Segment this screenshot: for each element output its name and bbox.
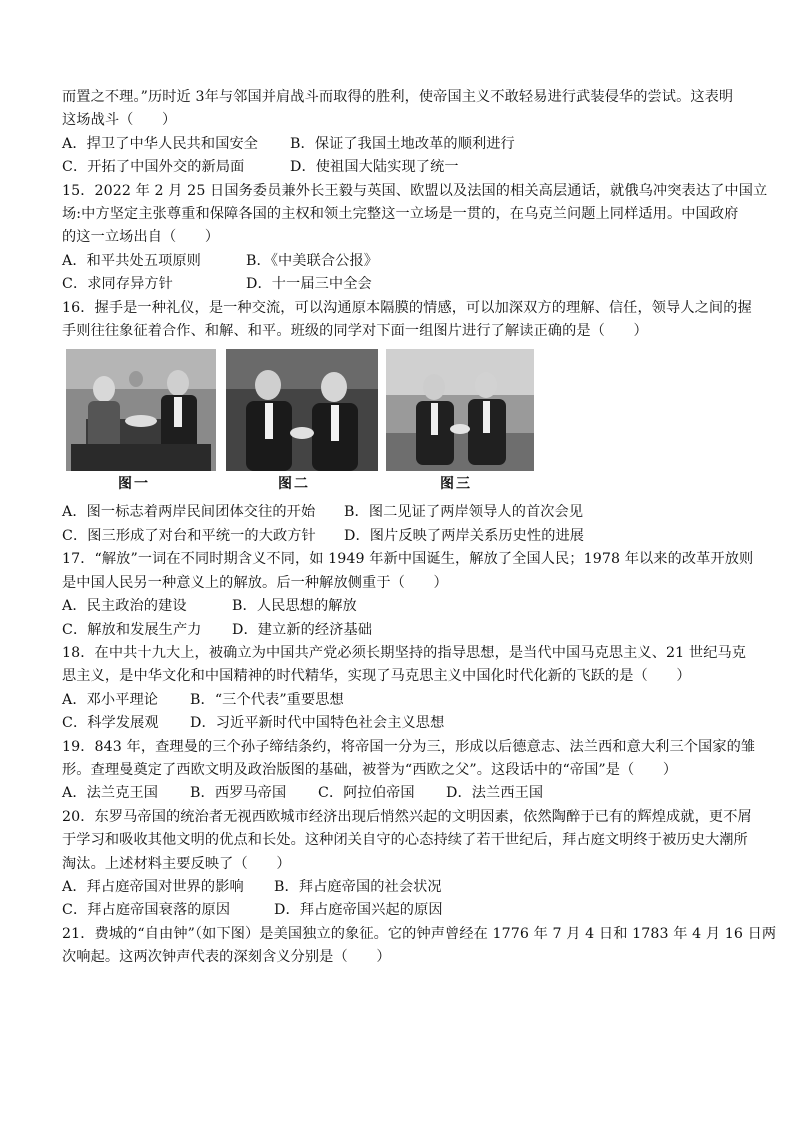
- q17-stem-line2: 是中国人民另一种意义上的解放。后一种解放侧重于（ ）: [62, 574, 448, 591]
- q16-photo-group: [62, 349, 734, 497]
- q15-options-row1: [62, 250, 734, 273]
- q19-option-b: B．西罗马帝国: [190, 785, 287, 802]
- q17-option-c: C．解放和发展生产力: [62, 621, 202, 638]
- q21-stem-line1: 21．费城的“自由钟”（如下图）是美国独立的象征。它的钟声曾经在 1776 年 7 月 4 日和 1783 年 4 月 16 日两: [62, 925, 777, 942]
- q18-option-c: C．科学发展观: [62, 715, 159, 732]
- photo-1: [66, 349, 216, 471]
- q16-option-a: A．图一标志着两岸民间团体交往的开始: [62, 504, 316, 521]
- q17-option-b: B．人民思想的解放: [232, 598, 357, 615]
- exam-page: [62, 86, 777, 970]
- q17-option-a: A．民主政治的建设: [62, 598, 187, 615]
- q20-option-d: D．拜占庭帝国兴起的原因: [274, 902, 443, 919]
- q18-option-a: A．邓小平理论: [62, 691, 159, 708]
- q18-option-d: D．习近平新时代中国特色社会主义思想: [190, 715, 445, 732]
- q14-options-row1: [62, 133, 734, 156]
- q14-text-line2: 这场战斗（ ）: [62, 112, 177, 129]
- q19-option-d: D．法兰西王国: [446, 785, 544, 802]
- caption-figure-3: 图三: [440, 476, 472, 493]
- q14-options-row2: [62, 156, 734, 179]
- q19-option-c: C．阿拉伯帝国: [318, 785, 415, 802]
- photo-2: [226, 349, 378, 471]
- q15-stem-line1: 15．2022 年 2 月 25 日国务委员兼外长王毅与英国、欧盟以及法国的相关高层通话，就俄乌冲突表达了中国立: [62, 182, 768, 199]
- q21-stem-line2: 次响起。这两次钟声代表的深刻含义分别是（ ）: [62, 949, 391, 966]
- q19-options-row: [62, 782, 734, 805]
- q18-options-row2: [62, 712, 734, 735]
- q20-stem-line1: 20．东罗马帝国的统治者无视西欧城市经济出现后悄然兴起的文明因素，依然陶醉于已有的辉煌成就，更不屑: [62, 808, 752, 825]
- caption-figure-2: 图二: [278, 476, 310, 493]
- q20-stem-line3: 淘汰。上述材料主要反映了（ ）: [62, 855, 291, 872]
- q17-options-row2: [62, 619, 734, 642]
- q18-stem-line1: 18．在中共十九大上，被确立为中国共产党必须长期坚持的指导思想，是当代中国马克思主义、21 世纪马克: [62, 644, 747, 661]
- q15-options-row2: [62, 273, 734, 296]
- q16-option-c: C．图三形成了对台和平统一的大政方针: [62, 527, 316, 544]
- q17-stem-line1: 17．“解放”一词在不同时期含义不同，如 1949 年新中国诞生，解放了全国人民；1978 年以来的改革开放则: [62, 551, 754, 568]
- q16-stem-line1: 16．握手是一种礼仪，是一种交流，可以沟通原本隔膜的情感，可以加深双方的理解、信任，领导人之间的握: [62, 299, 752, 316]
- q15-option-c: C．求同存异方针: [62, 276, 173, 293]
- q20-option-a: A．拜占庭帝国对世界的影响: [62, 878, 244, 895]
- q16-option-b: B．图二见证了两岸领导人的首次会见: [344, 504, 584, 521]
- q15-stem-line3: 的这一立场出自（ ）: [62, 229, 220, 246]
- q17-option-d: D．建立新的经济基础: [232, 621, 373, 638]
- q14-option-d: D．使祖国大陆实现了统一: [290, 159, 459, 176]
- q17-options-row1: [62, 595, 734, 618]
- q14-option-a: A．捍卫了中华人民共和国安全: [62, 135, 259, 152]
- caption-figure-1: 图一: [118, 476, 150, 493]
- q16-stem-line2: 手则往往象征着合作、和解、和平。班级的同学对下面一组图片进行了解读正确的是（ ）: [62, 323, 648, 340]
- q20-options-row2: [62, 899, 734, 922]
- q14-option-c: C．开拓了中国外交的新局面: [62, 159, 245, 176]
- q16-option-d: D．图片反映了两岸关系历史性的进展: [344, 527, 585, 544]
- q20-option-b: B．拜占庭帝国的社会状况: [274, 878, 442, 895]
- q18-option-b: B．“三个代表”重要思想: [190, 691, 344, 708]
- q19-stem-line2: 形。查理曼奠定了西欧文明及政治版图的基础，被誉为“西欧之父”。这段话中的“帝国”是（ ）: [62, 761, 678, 778]
- photo-3: [386, 349, 534, 471]
- q19-option-a: A．法兰克王国: [62, 785, 159, 802]
- q15-option-a: A．和平共处五项原则: [62, 252, 201, 269]
- q16-options-row1: [62, 501, 734, 524]
- q15-option-d: D．十一届三中全会: [246, 276, 372, 293]
- q18-options-row1: [62, 689, 734, 712]
- q15-option-b: B．《中美联合公报》: [246, 252, 379, 269]
- q14-option-b: B．保证了我国土地改革的顺利进行: [290, 135, 515, 152]
- q18-stem-line2: 思主义，是中华文化和中国精神的时代精华，实现了马克思主义中国化时代化新的飞跃的是（ ）: [62, 668, 691, 685]
- q20-stem-line2: 于学习和吸收其他文明的优点和长处。这种闭关自守的心态持续了若干世纪后，拜占庭文明终于被历史大潮所: [62, 832, 748, 849]
- q15-stem-line2: 场:中方坚定主张尊重和保障各国的主权和领土完整这一立场是一贯的，在乌克兰问题上同样适用。中国政府: [62, 206, 739, 223]
- q14-text-line1: 而置之不理。”历时近 3年与邻国并肩战斗而取得的胜利，使帝国主义不敢轻易进行武装侵华的尝试。这表明: [62, 89, 734, 105]
- q20-option-c: C．拜占庭帝国衰落的原因: [62, 902, 231, 919]
- q19-stem-line1: 19．843 年，查理曼的三个孙子缔结条约，将帝国一分为三，形成以后德意志、法兰西和意大利三个国家的雏: [62, 738, 756, 755]
- q20-options-row1: [62, 876, 734, 899]
- q16-options-row2: [62, 525, 734, 548]
